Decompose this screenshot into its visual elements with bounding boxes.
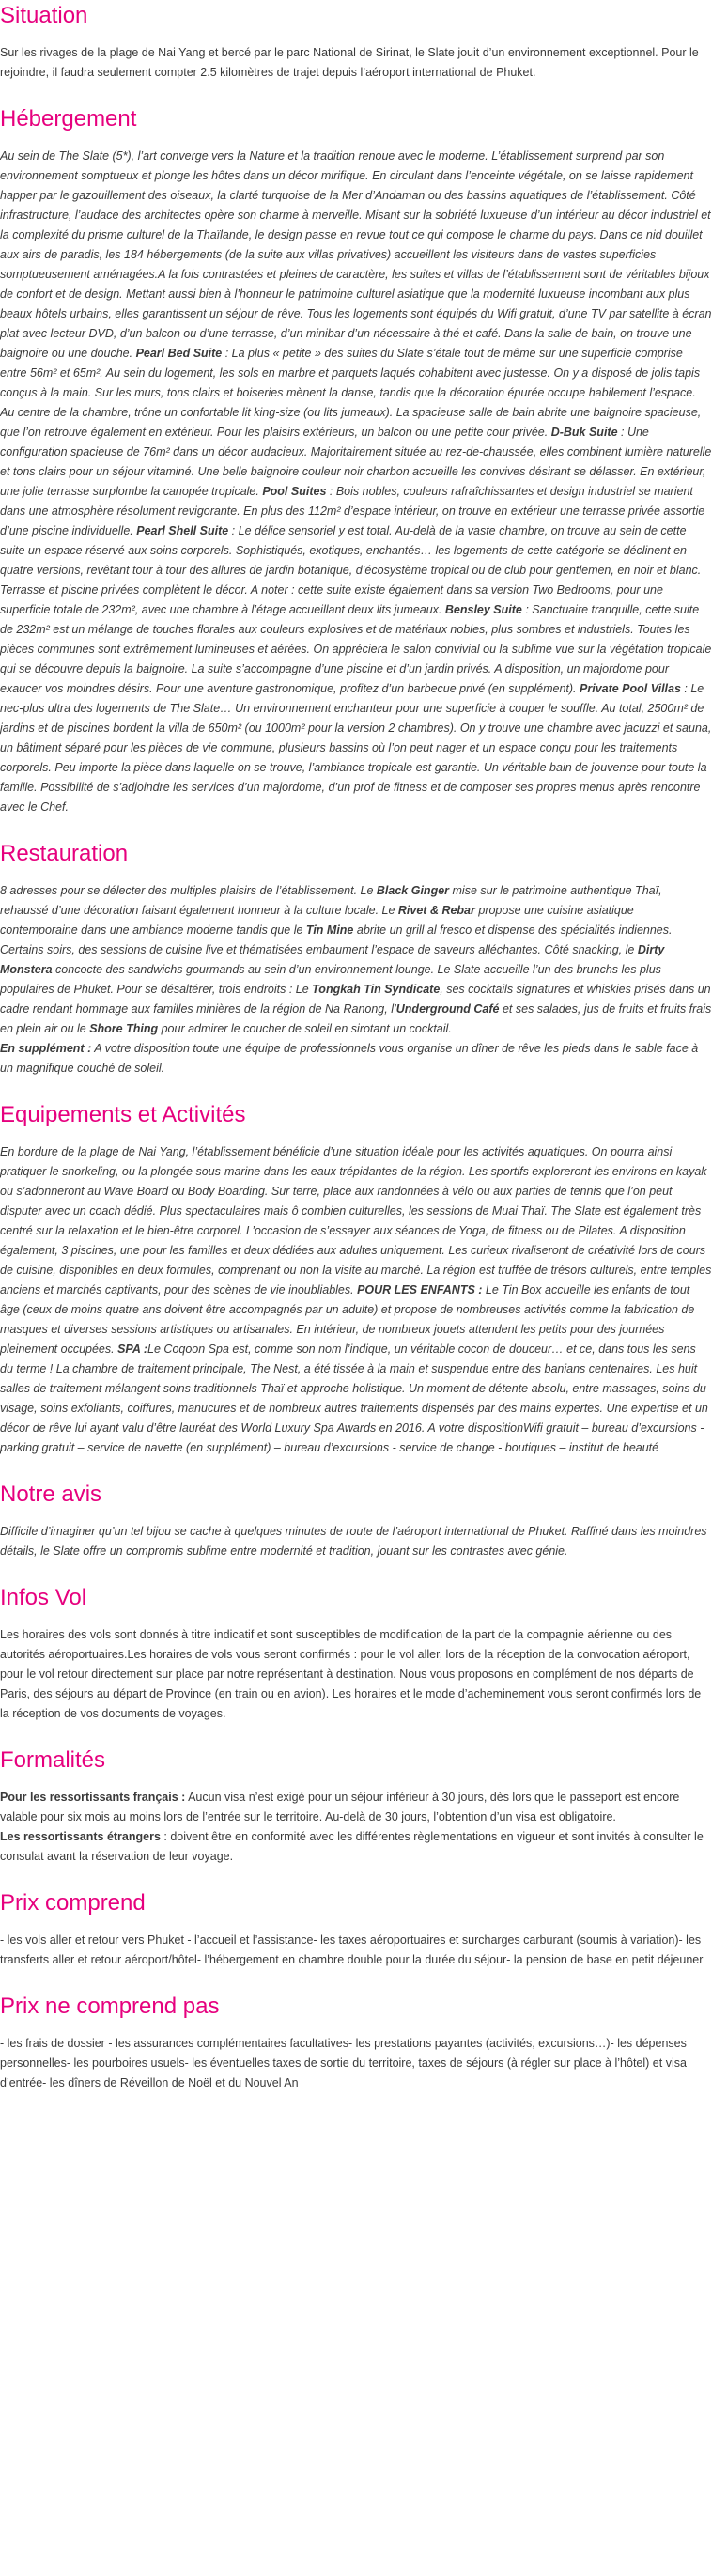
- section-text: - les frais de dossier - les assurances complémentaires facultatives- les prestations payantes (activités, excursions…)- les dépenses personnelles- les pourboires usuels- les éventuelles taxes de sortie du territoire, taxes de séjours (à régler sur place à l’hôtel) et visa d’entrée- les dîners de Réveillon de Noël et du Nouvel An: [0, 2037, 687, 2089]
- venue-name: Rivet & Rebar: [397, 904, 475, 917]
- section-infos-vol: [0, 1584, 712, 1724]
- section-text: - les vols aller et retour vers Phuket - l’accueil et l’assistance- les taxes aéroportuaires et surcharges carburant (soumis à variation)- les transferts aller et retour aéroport/hôtel- l’hébergement en chambre double pour la durée du séjour- la pension de base en petit déjeuner: [0, 1933, 704, 1966]
- venue-name: Dirty Monstera: [0, 943, 665, 976]
- section-text: Difficile d’imaginer qu’un tel bijou se cache à quelques minutes de route de l’aéroport international de Phuket. Raffiné dans les moindres détails, le Slate offre un compromis sublime entre modernité et tradition, jouant sur les contrastes avec génie.: [0, 1525, 707, 1558]
- section-avis: [0, 1481, 712, 1561]
- venue-name: Black Ginger: [376, 884, 450, 897]
- section-title: Infos Vol: [0, 1585, 87, 1610]
- text-run: Aucun visa n’est exigé pour un séjour inférieur à 30 jours, dès lors que le passeport est encore valable pour six mois au moins lors de l’entrée sur le territoire. Au-delà de 30 jours, l’obtention d’un visa est obligatoire.: [0, 1791, 680, 1823]
- section-title: Prix ne comprend pas: [0, 1994, 220, 2019]
- text-run: : Une configuration spacieuse de 76m² dans un décor audacieux. Majoritairement située au rez-de-chaussée, elles combinent lumière naturelle et tons clairs pour un séjour vitaminé. Une belle baignoire couleur noir charbon accueille les convives désirant se délasser. En extérieur, une jolie terrasse surplombe la canopée tropicale.: [0, 426, 712, 498]
- section-hebergement: [0, 105, 712, 817]
- subheading: POUR LES ENFANTS :: [357, 1283, 483, 1296]
- text-run: Au sein de The Slate (5*), l’art converge vers la Nature et la tradition renoue avec le moderne. L’établissement surprend par son environnement somptueux et plonge les hôtes dans un décor mirifique. En circulant dans l’enceinte végétale, on se laisse rapidement happer par le gazouillement des oiseaux, la clarté turquoise de la Mer d’Andaman ou des bassins aquatiques de l’établissement. Côté infrastructure, l’audace des architectes opère son charme à merveille. Misant sur la sobriété luxueuse d’un intérieur au décor industriel et la complexité du prisme culturel de la Thaïlande, le design passe en revue tout ce qui compose le charme du pays. Dans ce nid douillet aux airs de paradis, les 184 hébergements (de la suite aux villas privatives) accueillent les visiteurs dans de vastes superficies somptueusement aménagées.A la fois contrastées et pleines de caractère, les suites et villas de l’établissement sont de véritables bijoux de confort et de design. Mettant aussi bien à l’honneur le patrimoine culturel asiatique que la modernité luxueuse incombant aux plus beaux hôtels urbains, elles garantissent un séjour de rêve. Tous les logements sont équipés du Wifi gratuit, d’une TV par satellite à écran plat avec lecteur DVD, d’un balcon ou d’une terrasse, d’un minibar d’un nécessaire à thé et café. Dans la salle de bain, on trouve une baignoire ou une douche.: [0, 149, 712, 360]
- text-run: pour admirer le coucher de soleil en sirotant un cocktail.: [158, 1022, 452, 1035]
- suite-name: Bensley Suite: [444, 603, 522, 616]
- section-title: Equipements et Activités: [0, 1102, 246, 1127]
- section-text: [0, 1142, 712, 1458]
- section-title: Situation: [0, 3, 88, 28]
- amenities-list: Wifi gratuit – bureau d’excursions - parking gratuit – service de navette (en supplément) – bureau d’excursions - service de change - boutiques – institut de beauté: [0, 1421, 704, 1454]
- section-text: Les horaires des vols sont donnés à titre indicatif et sont susceptibles de modification de la part de la compagnie aérienne ou des autorités aéroportuaires.Les horaires de vols vous seront confirmés : pour le vol aller, lors de la réception de la convocation aéroport, pour le vol retour directement sur place par notre représentant à destination. Nous vous proposons en complément de nos départs de Paris, des séjours au départ de Province (en train ou en avion). Les horaires et le mode d’acheminement vous seront confirmés lors de la réception de vos documents de voyages.: [0, 1628, 702, 1720]
- section-prix-ne-comprend-pas: [0, 1993, 712, 2093]
- section-text: [0, 1788, 712, 1867]
- text-run: : Sanctuaire tranquille, cette suite de 232m² est un mélange de touches florales aux couleurs explosives et de matériaux nobles, plus sombres et industriels. Toutes les pièces communes sont extrêmement lumineuses et aérées. On appréciera le salon convivial ou la sublime vue sur la végétation tropicale qui se découvre depuis la baignoire. La suite s’accompagne d’une piscine et d’un jardin privés. A disposition, un majordome pour exaucer vos moindres désirs. Pour une aventure gastronomique, profitez d’un barbecue privé (en supplément).: [0, 603, 712, 695]
- text-run: : doivent être en conformité avec les différentes règlementations en vigueur et sont invités à consulter le consulat avant la réservation de leur voyage.: [0, 1830, 704, 1863]
- text-run: : La plus « petite » des suites du Slate s’étale tout de même sur une superficie comprise entre 56m² et 65m². Au sein du logement, les sols en marbre et parquets laqués cohabitent avec justesse. On y a disposé de jolis tapis conçus à la main. Sur les murs, tons clairs et boiseries mènent la danse, tandis que la décoration épurée occupe habilement l’espace. Au centre de la chambre, trône un confortable lit king-size (ou lits jumeaux). La spacieuse salle de bain abrite une baignoire spacieuse, que l’on retrouve également en extérieur. Pour les plaisirs extérieurs, un balcon ou une petite cour privée.: [0, 347, 702, 439]
- section-prix-comprend: [0, 1889, 712, 1970]
- text-run: et ses salades, jus de fruits et fruits frais en plein air ou le: [0, 1002, 712, 1035]
- subheading: Pour les ressortissants français :: [0, 1791, 186, 1804]
- section-text: [0, 881, 712, 1079]
- text-run: , ses cocktails signatures et whiskies prisés dans un cadre rendant hommage aux familles minières de la région de Na Ranong, l’: [0, 983, 711, 1016]
- text-run: : Bois nobles, couleurs rafraîchissantes et design industriel se marient dans une atmosphère résolument revigorante. En plus des 112m² d’espace intérieur, on trouve en extérieur une terrasse privée assortie d’une piscine individuelle.: [0, 485, 705, 537]
- text-run: En bordure de la plage de Nai Yang, l’établissement bénéficie d’une situation idéale pour les activités aquatiques. On pourra ainsi pratiquer le snorkeling, ou la plongée sous-marine dans les eaux trépidantes de la région. Les sportifs exploreront les environs en kayak ou s’adonneront au Wave Board ou Body Boarding. Sur terre, place aux randonnées à vélo ou aux parties de tennis que l’on peut disputer avec un coach dédié. Plus spectaculaires mais ô combien culturelles, les sessions de Muai Thaï. The Slate est également très centré sur la relaxation et le bien-être corporel. L’occasion de s’essayer aux séances de Yoga, de fitness ou de Pilates. A disposition également, 3 piscines, une pour les familles et deux dédiées aux adultes uniquement. Les curieux rivaliseront de créativité lors de cours de cuisine, disponibles en deux formules, comprenant ou non la visite au marché. La région est truffée de trésors culturels, entre temples anciens et marchés captivants, pour des scènes de vie inoubliables.: [0, 1145, 712, 1296]
- section-formalites: [0, 1746, 712, 1867]
- suite-name: Pearl Bed Suite: [135, 347, 223, 360]
- subheading: Les ressortissants étrangers: [0, 1830, 161, 1843]
- section-title: Restauration: [0, 841, 129, 866]
- section-restauration: [0, 840, 712, 1079]
- text-run: mise sur le patrimoine authentique Thaï, rehaussé d’une décoration faisant également honneur à la culture locale. Le: [0, 884, 662, 917]
- text-run: abrite un grill al fresco et dispense des spécialités indiennes. Certains soirs, des sessions de cuisine live et thématisées embaument l’espace de saveurs alléchantes. Côté snacking, le: [0, 923, 673, 956]
- text-run: A votre disposition toute une équipe de professionnels vous organise un dîner de rêve les pieds dans le sable face à un magnifique couché de soleil.: [0, 1042, 699, 1075]
- section-text: [0, 147, 712, 817]
- text-run: : Le nec-plus ultra des logements de The Slate… Un environnement enchanteur pour une superficie à couper le souffle. Au total, 2500m² de jardins et de piscines bordent la villa de 650m² (ou 1000m² pour la version 2 chambres). On y trouve une chambre avec jacuzzi et sauna, un bâtiment séparé pour les pièces de vie commune, plusieurs bassins où l’on peut nager et un espace conçu pour les traitements corporels. Peu importe la pièce dans laquelle on se trouve, l’ambiance tropicale est garantie. Un véritable bain de jouvence pour toute la famille. Possibilité de s’adjoindre les services d’un majordome, d’un prof de fitness et de composer ses propres menus après rencontre avec le Chef.: [0, 682, 712, 814]
- suite-name: D-Buk Suite: [550, 426, 618, 439]
- section-title: Prix comprend: [0, 1890, 146, 1916]
- section-text: Sur les rivages de la plage de Nai Yang et bercé par le parc National de Sirinat, le Slate jouit d’un environnement exceptionnel. Pour le rejoindre, il faudra seulement compter 2.5 kilomètres de trajet depuis l’aéroport international de Phuket.: [0, 46, 699, 79]
- text-run: Le Tin Box accueille les enfants de tout âge (ceux de moins quatre ans doivent être accompagnés par un adulte) et propose de nombreuses activités comme la fabrication de masques et diverses sessions artistiques ou artisanales. En intérieur, de nombreux jouets attendent les petits pour des journées pleinement occupées.: [0, 1283, 695, 1356]
- text-run: 8 adresses pour se délecter des multiples plaisirs de l’établissement. Le: [0, 884, 377, 897]
- venue-name: Tin Mine: [305, 923, 354, 937]
- suite-name: Private Pool Villas: [580, 682, 681, 695]
- venue-name: Shore Thing: [89, 1022, 159, 1035]
- section-equipements: [0, 1101, 712, 1458]
- text-run: propose une cuisine asiatique contemporaine dans une ambiance moderne tandis que le: [0, 904, 634, 937]
- text-run: Le Coqoon Spa est, comme son nom l’indique, un véritable cocon de douceur… et ce, dans tous les sens du terme ! La chambre de traitement principale, The Nest, a été tissée à la main et suspendue entre des banians centenaires. Les huit salles de traitement mélangent soins traditionnels Thaï et approche holistique. Un moment de détente absolu, entre massages, soins du visage, soins exfoliants, coiffures, manucures et de nombreux autres traitements dispensés par des mains expertes. Une expertise et un décor de rêve lui ayant valu d’être lauréat des World Luxury Spa Awards en 2016. A votre disposition: [0, 1342, 708, 1435]
- suite-name: Pearl Shell Suite: [136, 524, 229, 537]
- section-title: Hébergement: [0, 106, 137, 132]
- text-run: : Le délice sensoriel y est total. Au-delà de la vaste chambre, on trouve au sein de cette suite un espace réservé aux soins corporels. Sophistiqués, exotiques, enchantés… les logements de cette catégorie se déclinent en quatre versions, revêtant tour à tour des allures de jardin botanique, d’écosystème tropical ou de club pour gentlemen, en noir et blanc. Terrasse et piscine privées complètent le décor. A noter : cette suite existe également dans sa version Two Bedrooms, pour une superficie totale de 232m², avec une chambre à l’étage accueillant deux lits jumeaux.: [0, 524, 702, 616]
- extra-label: En supplément :: [0, 1042, 92, 1055]
- subheading: SPA :: [117, 1342, 148, 1356]
- section-title: Formalités: [0, 1747, 106, 1773]
- venue-name: Underground Café: [395, 1002, 500, 1016]
- section-title: Notre avis: [0, 1482, 102, 1507]
- venue-name: Tongkah Tin Syndicate: [312, 983, 441, 996]
- suite-name: Pool Suites: [262, 485, 327, 498]
- section-situation: [0, 0, 712, 83]
- text-run: concocte des sandwichs gourmands au sein d’un environnement lounge. Le Slate accueille l’un des brunchs les plus populaires de Phuket. Pour se désaltérer, trois endroits : Le: [0, 963, 661, 996]
